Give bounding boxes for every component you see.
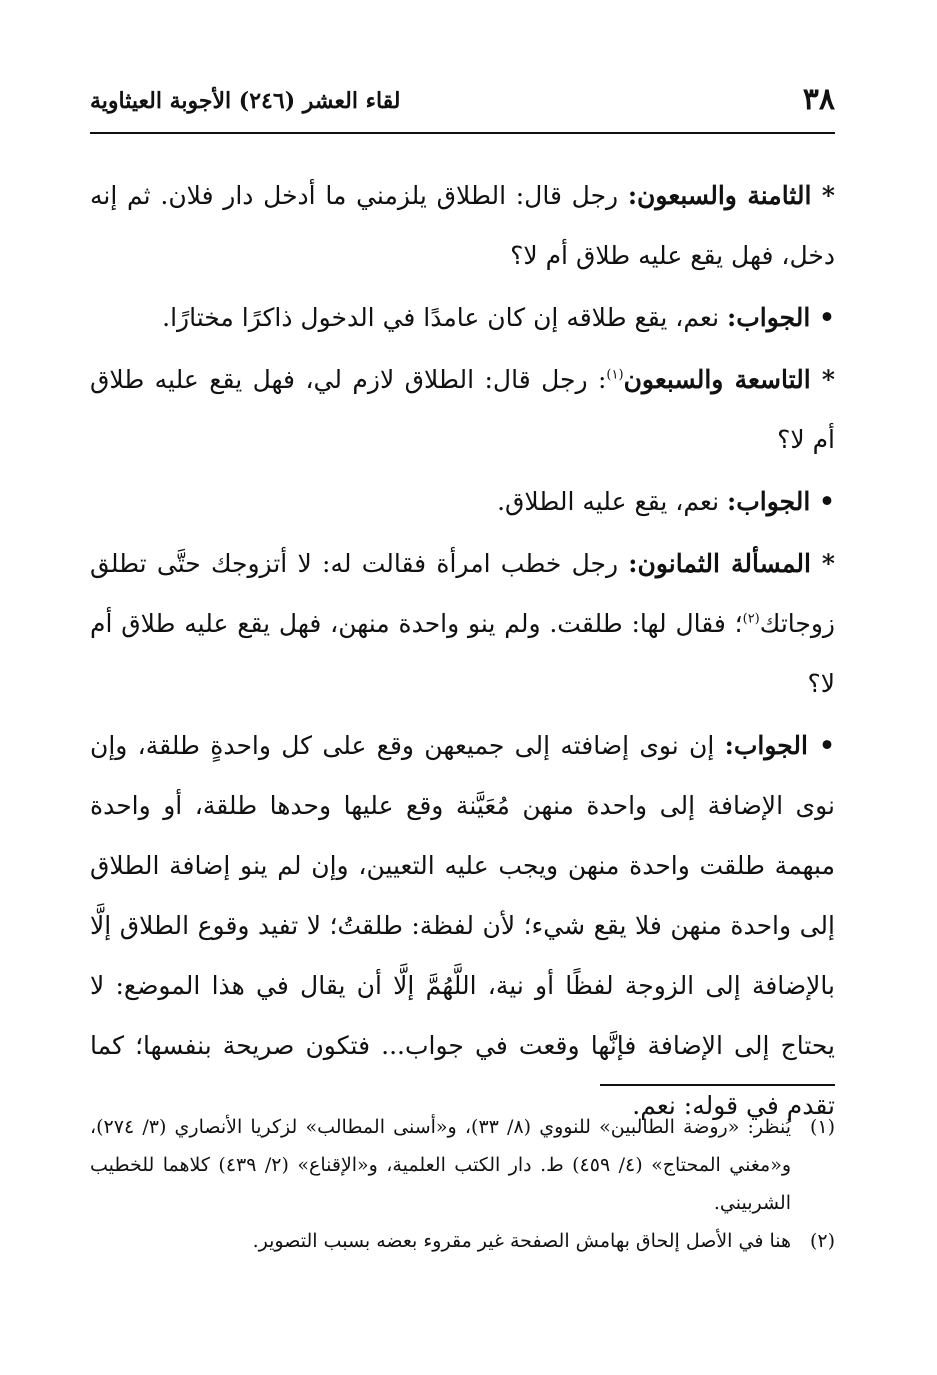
question-80 <box>90 534 835 714</box>
paragraph-lead: • الجواب: <box>726 487 835 516</box>
question-79 <box>90 350 835 470</box>
footnote-text: يُنظر: «روضة الطالبين» للنووي (٨/ ٣٣)، و«أسنى المطالب» لزكريا الأنصاري (٣/ ٢٧٤)، و«مغني المحتاج» (٤/ ٤٥٩) ط. دار الكتب العلمية، و«الإقناع» (٢/ ٤٣٩) كلاهما للخطيب الشربيني. <box>90 1116 791 1214</box>
footnote-divider <box>600 1084 835 1086</box>
paragraph-lead: * الثامنة والسبعون: <box>627 181 835 210</box>
paragraph-text: ؛ فقال لها: طلقت. ولم ينو واحدة منهن، فهل يقع عليه طلاق أم لا؟ <box>90 609 835 698</box>
footnote-number: (٢) <box>809 1230 835 1252</box>
footnote-number: (١) <box>809 1116 835 1138</box>
paragraph-text: رجل خطب امرأة فقالت له: لا أتزوجك حتَّى تطلق زوجاتك <box>90 549 835 638</box>
question-78 <box>90 166 835 286</box>
body-text <box>90 166 835 1136</box>
footnote-text: هنا في الأصل إلحاق بهامش الصفحة غير مقروء بعضه بسبب التصوير. <box>252 1230 791 1252</box>
footnote-2 <box>90 1222 835 1260</box>
running-title: لقاء العشر (٢٤٦) الأجوبة العيثاوية <box>90 88 401 114</box>
footnotes <box>90 1108 835 1260</box>
paragraph-text: إن نوى إضافته إلى جميعهن وقع على كل واحدةٍ طلقة، وإن نوى الإضافة إلى واحدة منهن مُعَيَّنة وقع عليها وحدها طلقة، أو واحدة مبهمة طلقت واحدة منهن ويجب عليه التعيين، وإن لم ينو إضافة الطلاق إلى واحدة منهن فلا يقع شيء؛ لأن لفظة: طلقتُ؛ لا تفيد وقوع الطلاق إلَّا بالإضافة إلى الزوجة لفظًا أو نية، اللَّهُمَّ إلَّا أن يقال في هذا الموضع: لا يحتاج إلى الإضافة فإنَّها وقعت في جواب... فتكون صريحة بنفسها؛ كما تقدم في قوله: نعم. <box>90 731 835 1120</box>
answer-79 <box>90 472 835 532</box>
paragraph-text: رجل قال: الطلاق يلزمني ما أدخل دار فلان. ثم إنه دخل، فهل يقع عليه طلاق أم لا؟ <box>90 181 835 270</box>
page-header <box>90 82 835 126</box>
page-number: ٣٨ <box>802 82 835 117</box>
paragraph-lead: * المسألة الثمانون: <box>628 549 835 578</box>
book-page <box>90 0 835 1375</box>
paragraph-text: : رجل قال: الطلاق لازم لي، فهل يقع عليه طلاق أم لا؟ <box>90 365 835 454</box>
footnote-ref-2[interactable]: (٢) <box>742 611 760 627</box>
answer-78 <box>90 288 835 348</box>
footnote-ref-1[interactable]: (١) <box>606 367 624 383</box>
paragraph-lead: * التاسعة والسبعون <box>623 365 835 394</box>
paragraph-text: نعم، يقع طلاقه إن كان عامدًا في الدخول ذاكرًا مختارًا. <box>162 303 727 332</box>
paragraph-lead: • الجواب: <box>724 731 836 760</box>
footnote-1 <box>90 1108 835 1222</box>
paragraph-lead: • الجواب: <box>726 303 835 332</box>
paragraph-text: نعم، يقع عليه الطلاق. <box>497 487 727 516</box>
header-divider <box>90 132 835 134</box>
answer-80 <box>90 716 835 1136</box>
